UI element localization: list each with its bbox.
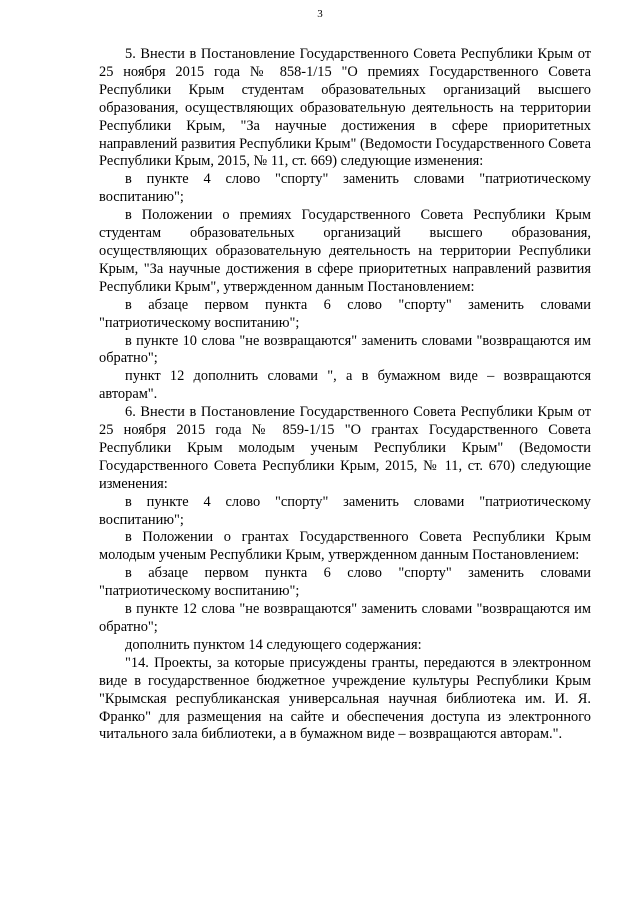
paragraph: дополнить пунктом 14 следующего содержания: (125, 636, 422, 653)
paragraph-item-5: 5. Внести в Постановление Государственного Совета Республики Крым от 25 ноября 2015 года № 858-1/15 "О премиях Государственного Совета Республики Крым студентам образовательных организаций высшего образования, осуществляющих образовательную деятельность на территории Республики Крым, "За научные достижения в сфере приоритетных направлений развития Республики Крым" (Ведомости Государственного Совета Республики Крым, 2015, № 11, ст. 669) следующие изменения: (99, 46, 591, 170)
paragraph: в Положении о грантах Государственного Совета Республики Крым молодым ученым Республики Крым, утвержденном данным Постановлением: (99, 529, 591, 564)
paragraph: в пункте 10 слова "не возвращаются" заменить словами "возвращаются им обратно"; (99, 332, 591, 367)
paragraph: в абзаце первом пункта 6 слово "спорту" заменить словами "патриотическому воспитанию"; (99, 296, 591, 331)
paragraph: в абзаце первом пункта 6 слово "спорту" заменить словами "патриотическому воспитанию"; (99, 565, 591, 600)
document-body (99, 46, 591, 744)
page-number: 3 (317, 8, 323, 20)
paragraph: в Положении о премиях Государственного Совета Республики Крым студентам образовательных организаций высшего образования, осуществляющих образовательную деятельность на территории Республики Крым, "За научные достижения в сфере приоритетных направлений развития Республики Крым", утвержденном данным Постановлением: (99, 207, 591, 295)
paragraph-item-6: 6. Внести в Постановление Государственного Совета Республики Крым от 25 ноября 2015 года № 859-1/15 "О грантах Государственного Совета Республики Крым молодым ученым Республики Крым" (Ведомости Государственного Совета Республики Крым, 2015, № 11, ст. 670) следующие изменения: (99, 404, 591, 492)
paragraph: в пункте 12 слова "не возвращаются" заменить словами "возвращаются им обратно"; (99, 601, 591, 635)
quoted-paragraph: "14. Проекты, за которые присуждены гранты, передаются в электронном виде в государственное бюджетное учреждение культуры Республики Крым "Крымская республиканская универсальная научная библиотека им. И. Я. Франко" для размещения на сайте и обеспечения доступа из электронного читального зала библиотеки, а в бумажном виде – возвращаются авторам.". (99, 654, 591, 743)
paragraph: пункт 12 дополнить словами ", а в бумажном виде – возвращаются авторам". (99, 368, 591, 403)
paragraph: в пункте 4 слово "спорту" заменить словами "патриотическому воспитанию"; (99, 493, 591, 528)
paragraph: в пункте 4 слово "спорту" заменить словами "патриотическому воспитанию"; (99, 171, 591, 206)
